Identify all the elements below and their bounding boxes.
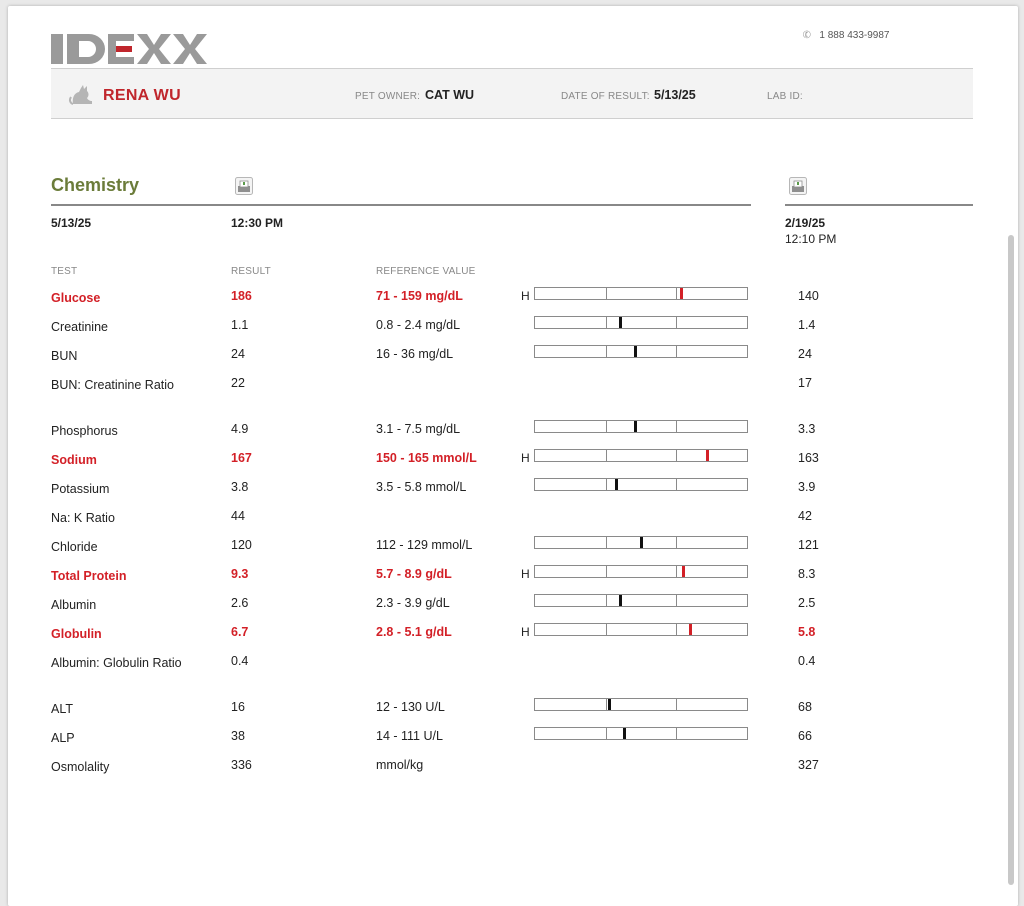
date-label: DATE OF RESULT: bbox=[561, 91, 650, 102]
gauge-tick bbox=[676, 479, 677, 490]
previous-date: 2/19/25 bbox=[785, 216, 826, 230]
reference-range: 14 - 111 U/L bbox=[376, 729, 443, 743]
high-flag: H bbox=[521, 289, 530, 303]
gauge-tick bbox=[606, 479, 607, 490]
gauge-marker bbox=[634, 421, 637, 432]
gauge-marker bbox=[619, 595, 622, 606]
test-name: ALP bbox=[51, 731, 75, 745]
previous-result: 8.3 bbox=[798, 567, 816, 581]
gauge-tick bbox=[606, 421, 607, 432]
previous-result: 327 bbox=[798, 758, 819, 772]
current-date: 5/13/25 bbox=[51, 216, 92, 230]
test-result: 44 bbox=[231, 509, 245, 523]
range-gauge bbox=[534, 565, 748, 578]
previous-result: 2.5 bbox=[798, 596, 816, 610]
previous-result: 1.4 bbox=[798, 318, 816, 332]
test-result: 1.1 bbox=[231, 318, 249, 332]
test-result: 38 bbox=[231, 729, 245, 743]
previous-result: 5.8 bbox=[798, 625, 816, 639]
section-divider-previous bbox=[785, 204, 973, 206]
test-result: 336 bbox=[231, 758, 252, 772]
test-name: Chloride bbox=[51, 540, 98, 554]
range-gauge bbox=[534, 536, 748, 549]
gauge-tick bbox=[606, 728, 607, 739]
high-flag: H bbox=[521, 567, 530, 581]
test-name: Albumin: Globulin Ratio bbox=[51, 656, 182, 670]
column-header-reference: REFERENCE VALUE bbox=[376, 266, 476, 277]
gauge-tick bbox=[606, 317, 607, 328]
previous-result: 3.9 bbox=[798, 480, 816, 494]
gauge-marker bbox=[689, 624, 692, 635]
test-result: 6.7 bbox=[231, 625, 249, 639]
test-result: 3.8 bbox=[231, 480, 249, 494]
reference-range: 3.1 - 7.5 mg/dL bbox=[376, 422, 461, 436]
test-name: ALT bbox=[51, 702, 73, 716]
test-result: 22 bbox=[231, 376, 245, 390]
range-gauge bbox=[534, 316, 748, 329]
previous-result: 68 bbox=[798, 700, 812, 714]
gauge-tick bbox=[676, 421, 677, 432]
previous-result: 42 bbox=[798, 509, 812, 523]
lab-id-label: LAB ID: bbox=[767, 91, 803, 102]
gauge-marker bbox=[608, 699, 611, 710]
gauge-tick bbox=[676, 595, 677, 606]
report-page bbox=[8, 6, 1018, 906]
printer-icon-previous[interactable] bbox=[789, 177, 807, 195]
high-flag: H bbox=[521, 451, 530, 465]
previous-result: 66 bbox=[798, 729, 812, 743]
range-gauge bbox=[534, 420, 748, 433]
reference-range: 3.5 - 5.8 mmol/L bbox=[376, 480, 467, 494]
pet-name: RENA WU bbox=[103, 87, 181, 104]
gauge-marker bbox=[619, 317, 622, 328]
cat-icon bbox=[68, 82, 94, 106]
test-name: Na: K Ratio bbox=[51, 511, 115, 525]
owner-name: CAT WU bbox=[425, 88, 475, 102]
high-flag: H bbox=[521, 625, 530, 639]
test-name: Sodium bbox=[51, 453, 97, 467]
test-name: BUN: Creatinine Ratio bbox=[51, 378, 174, 392]
test-result: 2.6 bbox=[231, 596, 249, 610]
reference-range: 0.8 - 2.4 mg/dL bbox=[376, 318, 461, 332]
gauge-tick bbox=[676, 699, 677, 710]
reference-range: 112 - 129 mmol/L bbox=[376, 538, 473, 552]
reference-range: 2.8 - 5.1 g/dL bbox=[376, 625, 452, 639]
gauge-tick bbox=[606, 346, 607, 357]
reference-range: 71 - 159 mg/dL bbox=[376, 289, 463, 303]
gauge-tick bbox=[676, 728, 677, 739]
reference-range: mmol/kg bbox=[376, 758, 424, 772]
test-name: Glucose bbox=[51, 291, 101, 305]
gauge-tick bbox=[676, 624, 677, 635]
phone-icon: ✆ bbox=[801, 28, 814, 43]
current-time: 12:30 PM bbox=[231, 216, 284, 230]
gauge-tick bbox=[606, 288, 607, 299]
range-gauge bbox=[534, 345, 748, 358]
gauge-marker bbox=[615, 479, 618, 490]
scrollbar-thumb[interactable] bbox=[1008, 235, 1014, 885]
range-gauge bbox=[534, 698, 748, 711]
gauge-marker bbox=[640, 537, 643, 548]
test-result: 24 bbox=[231, 347, 245, 361]
previous-time: 12:10 PM bbox=[785, 232, 837, 246]
gauge-tick bbox=[676, 317, 677, 328]
range-gauge bbox=[534, 623, 748, 636]
previous-result: 121 bbox=[798, 538, 819, 552]
test-result: 16 bbox=[231, 700, 245, 714]
gauge-tick bbox=[606, 624, 607, 635]
range-gauge bbox=[534, 287, 748, 300]
test-name: Phosphorus bbox=[51, 424, 118, 438]
gauge-tick bbox=[606, 537, 607, 548]
test-result: 120 bbox=[231, 538, 252, 552]
gauge-tick bbox=[676, 450, 677, 461]
phone-contact[interactable] bbox=[803, 30, 889, 41]
reference-range: 5.7 - 8.9 g/dL bbox=[376, 567, 452, 581]
range-gauge bbox=[534, 594, 748, 607]
printer-icon[interactable] bbox=[235, 177, 253, 195]
previous-result: 0.4 bbox=[798, 654, 816, 668]
previous-result: 17 bbox=[798, 376, 812, 390]
gauge-tick bbox=[676, 566, 677, 577]
gauge-tick bbox=[676, 346, 677, 357]
owner-label: PET OWNER: bbox=[355, 91, 421, 102]
test-result: 186 bbox=[231, 289, 252, 303]
reference-range: 16 - 36 mg/dL bbox=[376, 347, 454, 361]
gauge-tick bbox=[606, 566, 607, 577]
test-name: Albumin bbox=[51, 598, 97, 612]
range-gauge bbox=[534, 727, 748, 740]
gauge-tick bbox=[606, 699, 607, 710]
gauge-tick bbox=[676, 537, 677, 548]
range-gauge bbox=[534, 478, 748, 491]
previous-result: 3.3 bbox=[798, 422, 816, 436]
gauge-marker bbox=[706, 450, 709, 461]
column-header-test: TEST bbox=[51, 266, 78, 277]
gauge-marker bbox=[623, 728, 626, 739]
result-date: 5/13/25 bbox=[654, 88, 696, 102]
gauge-marker bbox=[682, 566, 685, 577]
section-divider bbox=[51, 204, 751, 206]
test-name: Potassium bbox=[51, 482, 110, 496]
test-name: Total Protein bbox=[51, 569, 127, 583]
test-result: 167 bbox=[231, 451, 252, 465]
gauge-marker bbox=[680, 288, 683, 299]
phone-number: 1 888 433-9987 bbox=[819, 30, 890, 41]
test-name: Creatinine bbox=[51, 320, 108, 334]
test-name: BUN bbox=[51, 349, 78, 363]
test-name: Globulin bbox=[51, 627, 102, 641]
reference-range: 12 - 130 U/L bbox=[376, 700, 445, 714]
gauge-tick bbox=[676, 288, 677, 299]
idexx-logo bbox=[51, 32, 211, 66]
previous-result: 163 bbox=[798, 451, 819, 465]
test-name: Osmolality bbox=[51, 760, 110, 774]
test-result: 4.9 bbox=[231, 422, 249, 436]
reference-range: 2.3 - 3.9 g/dL bbox=[376, 596, 450, 610]
column-header-result: RESULT bbox=[231, 266, 271, 277]
reference-range: 150 - 165 mmol/L bbox=[376, 451, 477, 465]
test-result: 9.3 bbox=[231, 567, 249, 581]
previous-result: 24 bbox=[798, 347, 812, 361]
patient-info-bar bbox=[51, 68, 973, 119]
gauge-tick bbox=[606, 595, 607, 606]
section-title: Chemistry bbox=[51, 175, 140, 195]
test-result: 0.4 bbox=[231, 654, 249, 668]
gauge-tick bbox=[606, 450, 607, 461]
range-gauge bbox=[534, 449, 748, 462]
gauge-marker bbox=[634, 346, 637, 357]
previous-result: 140 bbox=[798, 289, 819, 303]
